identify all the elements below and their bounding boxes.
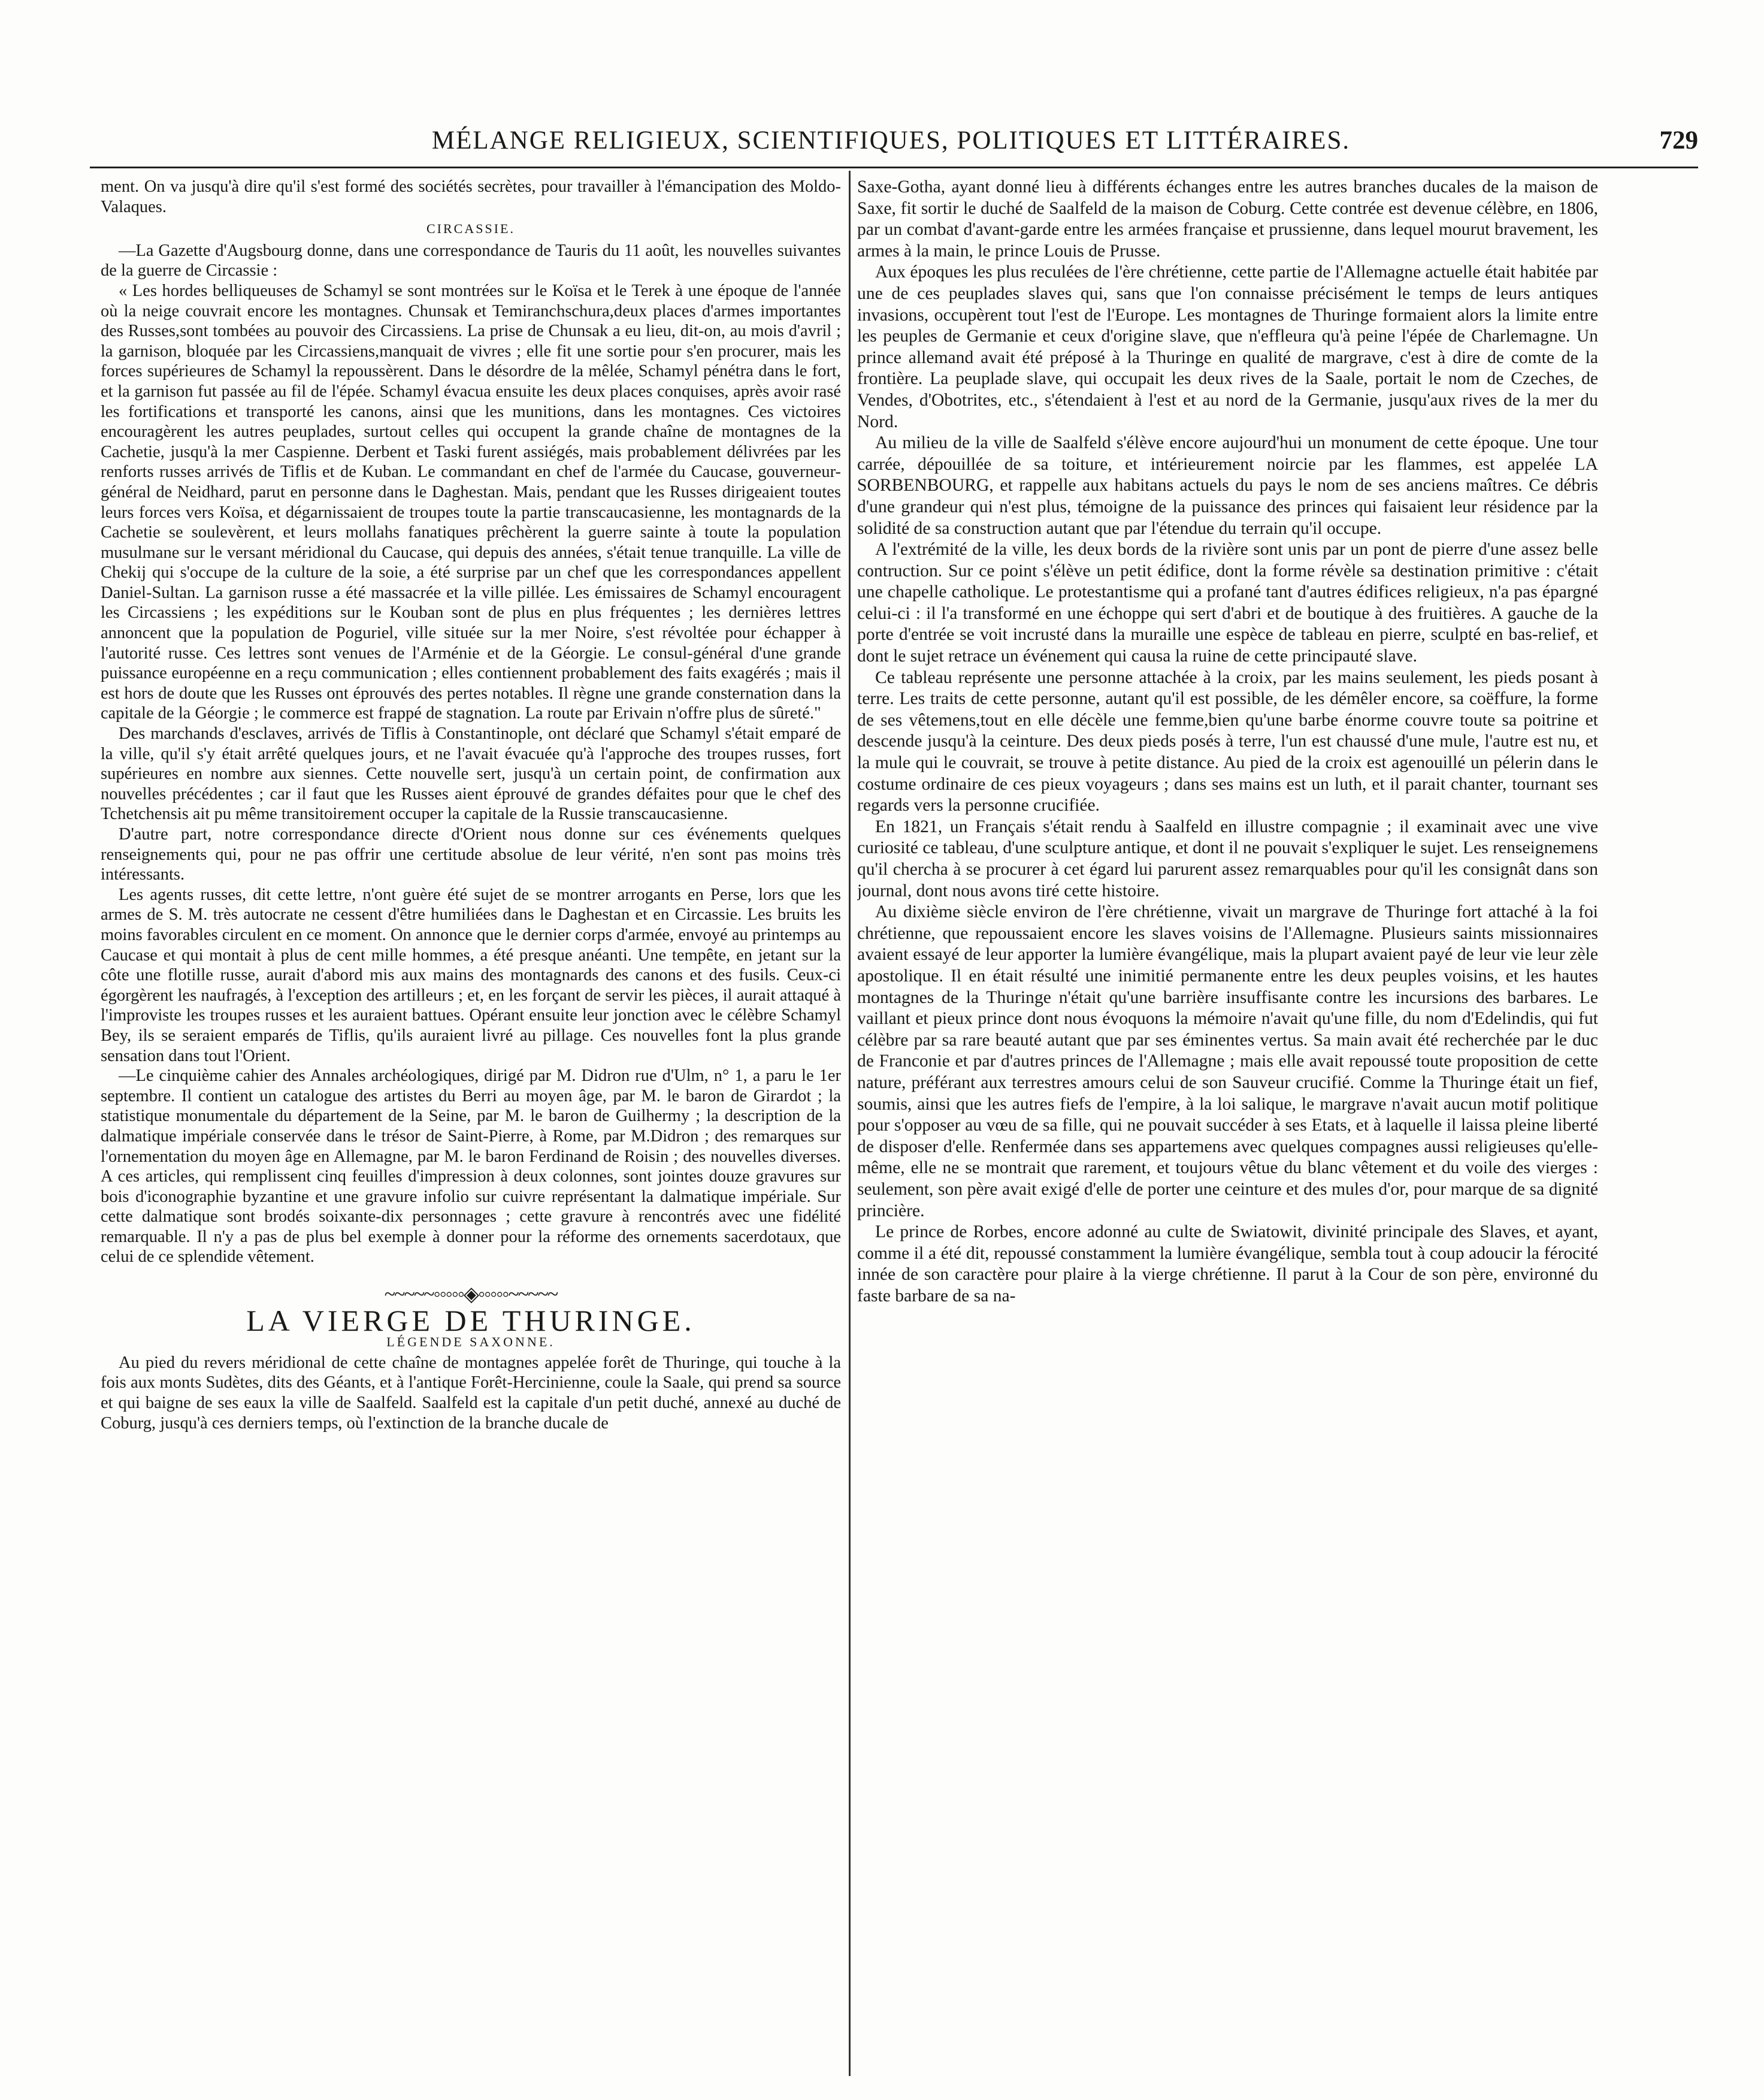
left-column bbox=[101, 177, 841, 2082]
running-title: MÉLANGE RELIGIEUX, SCIENTIFIQUES, POLITIQUES ET LITTÉRAIRES. bbox=[431, 126, 1351, 155]
paragraph: En 1821, un Français s'était rendu à Saalfeld en illustre compagnie ; il examinait avec une vive curiosité ce tableau, d'une sculpture antique, et dont il ne pouvait s'expliquer le sujet. Les renseignemens qu'il chercha à se procurer à cet égard lui parurent assez remarquables pour qu'il les consignât dans son journal, dont nous avons tiré cette histoire. bbox=[857, 817, 1598, 901]
paragraph: ment. On va jusqu'à dire qu'il s'est formé des sociétés secrètes, pour travailler à l'émancipation des Moldo-Valaques. bbox=[101, 177, 841, 216]
paragraph: —Le cinquième cahier des Annales archéologiques, dirigé par M. Didron rue d'Ulm, n° 1, a paru le 1er septembre. Il contient un catalogue des artistes du Berri au moyen âge, par M. le baron de Girardot ; la statistique monumentale du département de la Seine, par M. le baron de Guilhermy ; la description de la dalmatique impériale conservée dans le trésor de Saint-Pierre, à Rome, par M.Didron ; des remarques sur l'ornementation du moyen âge en Allemagne, par M. le baron Ferdinand de Roisin ; des nouvelles diverses. A ces articles, qui remplissent cinq feuilles d'impression à deux colonnes, sont jointes douze gravures sur bois d'iconographie byzantine et une gravure infolio sur cuivre représentant la dalmatique impériale. Sur cette dalmatique sont brodés soixante-dix personnages ; cette gravure à rencontrés avec une fidélité remarquable. Il n'y a pas de plus bel exemple à donner pour la réforme des ornements sacerdotaux, que celui de ce splendide vêtement. bbox=[101, 1066, 841, 1267]
paragraph: D'autre part, notre correspondance directe d'Orient nous donne sur ces événements quelques renseignements qui, pour ne pas offrir une certitude absolue de leur vérité, n'en sont pas moins très intéressants. bbox=[101, 825, 841, 884]
page-number: 729 bbox=[1659, 126, 1698, 155]
paragraph: Des marchands d'esclaves, arrivés de Tiflis à Constantinople, ont déclaré que Schamyl s'était emparé de la ville, qu'il s'y était arrêté quelques jours, et ne l'avait évacuée qu'à l'approche des troupes russes, fort supérieures en nombre aux siennes. Cette nouvelle sert, jusqu'à un certain point, de confirmation aux nouvelles précédentes ; car il faut que les Russes aient éprouvé de grandes défaites pour que le chef des Tchetchensis ait pu même transitoirement occuper la capitale de la Russie transcaucasienne. bbox=[101, 724, 841, 824]
page-header bbox=[84, 126, 1698, 168]
header-rule bbox=[90, 167, 1698, 168]
paragraph: Ce tableau représente une personne attachée à la croix, par les mains seulement, les pieds posant à terre. Les traits de cette personne, autant qu'il est possible, de les démêler encore, sa coëffure, la forme de ses vêtemens,tout en elle décèle une femme,bien qu'une barbe énorme couvre toute sa poitrine et descende jusqu'à la ceinture. Des deux pieds posés à terre, l'un est chaussé d'une mule, l'autre est nu, et la mule qui le couvrait, se trouve à petite distance. Au pied de la croix est agenouillé un pélerin dans le costume ordinaire de ces pieux voyageurs ; dans ses mains est un luth, et il parait chanter, tournant ses regards vers la personne crucifiée. bbox=[857, 667, 1598, 815]
paragraph: Le prince de Rorbes, encore adonné au culte de Swiatowit, divinité principale des Slaves, et ayant, comme il a été dit, repoussé constamment la lumière évangélique, sembla tout à coup adoucir la férocité innée de son caractère pour plaire à la vierge chrétienne. Il parut à la Cour de son père, environné du faste barbare de sa na- bbox=[857, 1222, 1598, 1306]
right-column bbox=[857, 177, 1598, 2082]
article-title: LA VIERGE DE THURINGE. bbox=[246, 1303, 695, 1337]
section-heading: CIRCASSIE. bbox=[426, 221, 515, 237]
paragraph: —La Gazette d'Augsbourg donne, dans une correspondance de Tauris du 11 août, les nouvelles suivantes de la guerre de Circassie : bbox=[101, 241, 841, 280]
paragraph: Au dixième siècle environ de l'ère chrétienne, vivait un margrave de Thuringe fort attaché à la foi chrétienne, que repoussaient encore les slaves voisins de l'Allemagne. Plusieurs saints missionnaires avaient essayé de leur apporter la lumière évangélique, mais la plupart avaient payé de leur vie leur zèle apostolique. Il en était résulté une inimitié permanente entre les deux peuples voisins, et les hautes montagnes de la Thuringe n'était qu'une barrière insuffisante contre les incursions des barbares. Le vaillant et pieux prince dont nous évoquons la mémoire n'avait qu'une fille, du nom d'Edelindis, qui fut célèbre par sa rare beauté autant que par ses éminentes vertus. Sa main avait été recherchée par le duc de Franconie et par d'autres princes de l'Allemagne ; mais elle avait repoussé toute proposition de cette nature, préférant aux terrestres amours celui de son Sauveur crucifié. Comme la Thuringe était un fief, soumis, ainsi que les autres fiefs de l'empire, à la loi salique, le margrave n'avait aucun motif politique pour s'opposer au vœu de sa fille, qui ne pouvait succéder à ses Etats, et à laquelle il laissa pleine liberté de disposer d'elle. Renfermée dans ses appartemens avec quelques compagnes aussi religieuses qu'elle-même, elle ne se montrait que rarement, et toujours vêtue du blanc vêtement et du voile des vierges : seulement, son père avait exigé d'elle de porter une ceinture et des mules d'or, pour marque de sa dignité princière. bbox=[857, 902, 1598, 1220]
paragraph: « Les hordes belliqueuses de Schamyl se sont montrées sur le Koïsa et le Terek à une époque de l'année où la neige couvrait encore les montagnes. Chunsak et Temiranchschura,deux places d'armes importantes des Russes,sont tombées au pouvoir des Circassiens. La prise de Chunsak a eu lieu, dit-on, au mois d'avril ; la garnison, bloquée par les Circassiens,manquait de vivres ; elle fit une sortie pour s'en procurer, mais les forces supérieures de Schamyl la repoussèrent. Dans le désordre de la mêlée, Schamyl pénétra dans le fort, et la garnison fut passée au fil de l'épée. Schamyl évacua ensuite les deux places conquises, après avoir rasé les fortifications et transporté les canons, ainsi que les munitions, dans les montagnes. Ces victoires encouragèrent les autres peuplades, surtout celles qui occupent la grande chaîne de montagnes de la Cachetie, jusqu'à la mer Caspienne. Derbent et Taski furent assiégés, mais probablement délivrées par les renforts russes arrivés de Tiflis et de Kuban. Le commandant en chef de l'armée du Caucase, gouverneur-général de Neidhard, parut en personne dans le Daghestan. Mais, pendant que les Russes dirigeaient toutes leurs forces vers Koïsa, et dégarnissaient de troupes toute la partie transcaucasienne, les montagnards de la Cachetie se soulevèrent, et leurs mollahs fanatiques prêchèrent la guerre sainte à toute la population musulmane sur le versant méridional du Caucase, qui depuis des années, s'était tenue tranquille. La ville de Chekij qui s'occupe de la culture de la soie, a été surprise par un chef que les correspondances appellent Daniel-Sultan. La garnison russe a été massacrée et la ville pillée. Les émissaires de Schamyl encouragent les Circassiens ; les expéditions sur le Kouban sont de plus en plus fréquentes ; les dernières lettres annoncent que la population de Poguriel, ville située sur la mer Noire, s'est révoltée pour échapper à l'autorité russe. Ces lettres sont venues de l'Arménie et de la Géorgie. Le consul-général d'une grande puissance européenne en a reçu communication ; elles contiennent probablement des faits exagérés ; mais il est hors de doute que les Russes ont éprouvés des pertes notables. Il règne une grande consternation dans la capitale de la Géorgie ; le commerce est frappé de stagnation. La route par Erivain n'offre plus de sûreté." bbox=[101, 281, 841, 723]
paragraph: Saxe-Gotha, ayant donné lieu à différents échanges entre les autres branches ducales de la maison de Saxe, fit sortir le duché de Saalfeld de la maison de Coburg. Cette contrée est devenue célèbre, en 1806, par un combat d'avant-garde entre les armées française et prussienne, dans lequel mourut bravement, les armes à la main, le prince Louis de Prusse. bbox=[857, 177, 1598, 261]
article-subtitle: LÉGENDE SAXONNE. bbox=[386, 1334, 555, 1350]
paragraph: Aux époques les plus reculées de l'ère chrétienne, cette partie de l'Allemagne actuelle était habitée par une de ces peuplades slaves qui, sans que l'on connaisse précisément le temps de leurs antiques invasions, occupèrent tout l'est de l'Europe. Les montagnes de Thuringe formaient alors la limite entre les peuples de Germanie et ceux d'origine slave, que n'effleura qu'à peine l'épée de Charlemagne. Un prince allemand avait été préposé à la Thuringe en qualité de margrave, c'est à dire de comte de la frontière. La peuplade slave, qui occupait les deux rives de la Saale, portait le nom de Czeches, de Vendes, d'Obotrites, etc., s'étendaient à l'est et au nord de la Germanie, jusqu'aux rives de la mer du Nord. bbox=[857, 262, 1598, 431]
paragraph: Au pied du revers méridional de cette chaîne de montagnes appelée forêt de Thuringe, qui touche à la fois aux monts Sudètes, dits des Géants, et à l'antique Forêt-Hercinienne, coule la Saale, qui prend sa source et qui baigne de ses eaux la ville de Saalfeld. Saalfeld est la capitale d'un petit duché, annexé au duché de Coburg, jusqu'à ces derniers temps, où l'extinction de la branche ducale de bbox=[101, 1353, 841, 1433]
column-divider bbox=[849, 171, 851, 2076]
paragraph: Les agents russes, dit cette lettre, n'ont guère été sujet de se montrer arrogants en Perse, lors que les armes de S. M. très autocrate ne cessent d'être humiliées dans le Daghestan et en Circassie. Les bruits les moins favorables circulent en ce moment. On annonce que le dernier corps d'armée, envoyé au printemps au Caucase et qui montait à plus de cent mille hommes, a été presque anéanti. Une tempête, en jetant sur la côte une flotille russe, aurait d'abord mis aux mains des montagnards des canons et des fusils. Ceux-ci égorgèrent les naufragés, à l'exception des artilleurs ; et, en les forçant de servir les pièces, il aurait attaqué à l'improviste les troupes russes et les auraient battues. Opérant ensuite leur jonction avec le célèbre Schamyl Bey, ils se seraient emparés de Tiflis, qu'ils auraient livré au pillage. Ces nouvelles font la plus grande sensation dans tout l'Orient. bbox=[101, 885, 841, 1065]
paragraph: A l'extrémité de la ville, les deux bords de la rivière sont unis par un pont de pierre d'une assez belle contruction. Sur ce point s'élève un petit édifice, dont la forme révèle sa destination primitive : c'était une chapelle catholique. Le protestantisme qui a profané tant d'autres édifices religieux, n'a pas épargné celui-ci : il l'a transformé en une échoppe qui sert d'abri et de boutique à des fruitières. A gauche de la porte d'entrée se voit incrusté dans la muraille une espèce de tableau en pierre, sculpté en bas-relief, et dont le sujet retrace un événement qui causa la ruine de cette principauté slave. bbox=[857, 540, 1598, 666]
ornament-divider: ~~~~~◦◦◦◦◦◈◦◦◦◦◦~~~~~ bbox=[384, 1283, 558, 1306]
paragraph: Au milieu de la ville de Saalfeld s'élève encore aujourd'hui un monument de cette époque. Une tour carrée, dépouillée de sa toiture, et intérieurement noircie par les flammes, est appelée LA SORBENBOURG, et rappelle aux habitans actuels du pays le nom de ses anciens maîtres. Ce débris d'une grandeur qui n'est plus, témoigne de la puissance des princes qui faisaient leur résidence par la solidité de sa construction autant que par l'étendue du terrain qu'il occupe. bbox=[857, 433, 1598, 538]
